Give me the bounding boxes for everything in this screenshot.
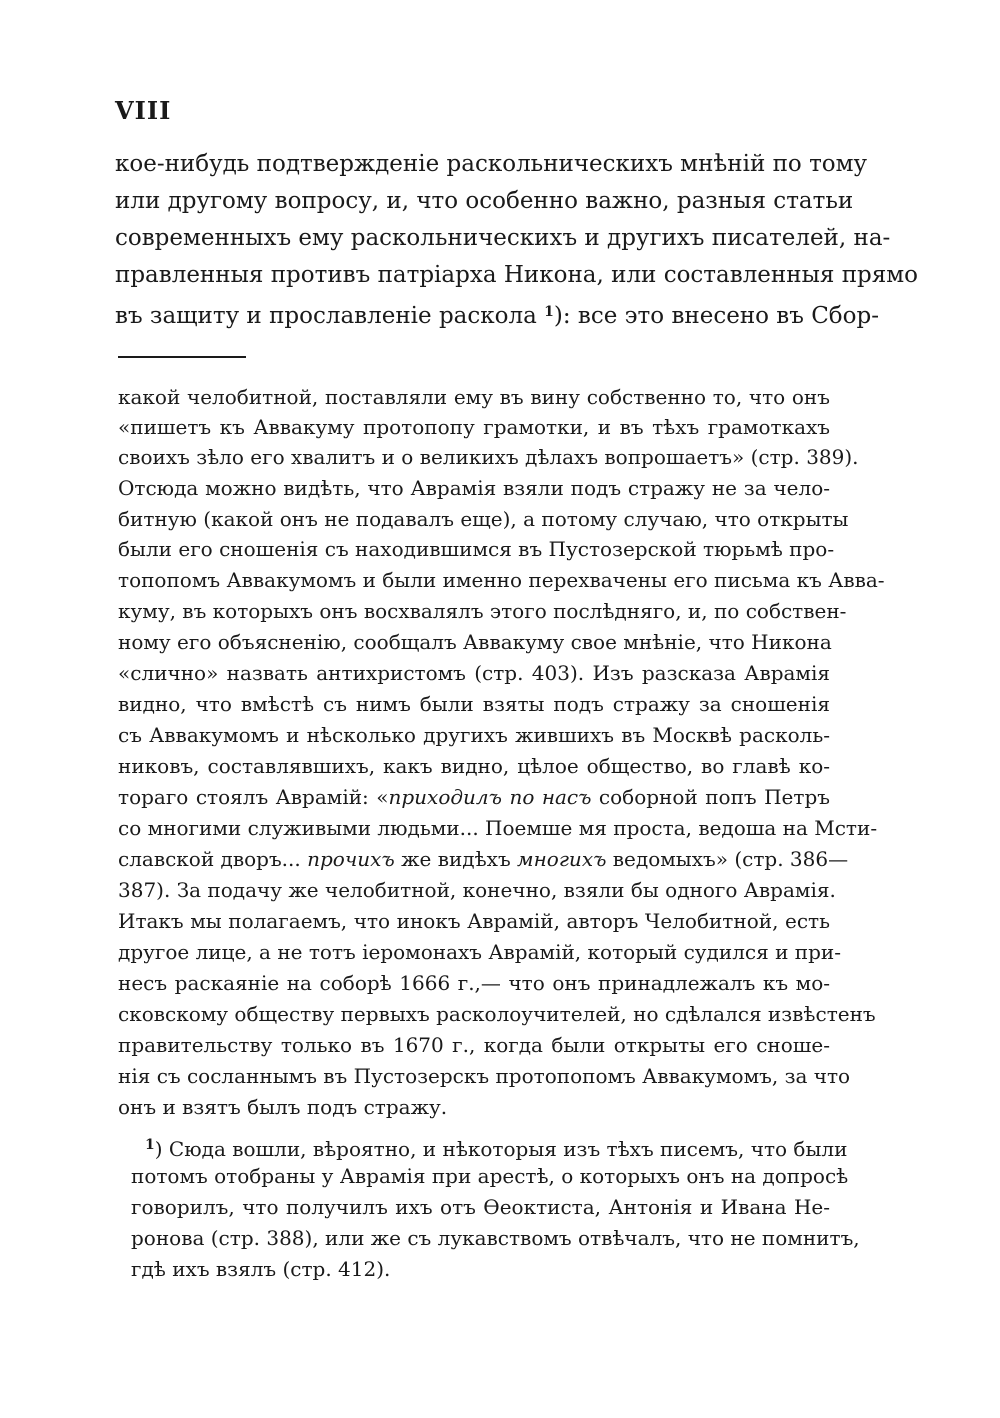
footnote-line: сковскому обществу первыхъ расколоучителей, но сдѣлался извѣстенъ	[118, 1002, 876, 1026]
footnote-line: гдѣ ихъ взялъ (стр. 412).	[131, 1257, 391, 1281]
footnote-line: куму, въ которыхъ онъ восхвалялъ этого послѣдняго, и, по собствен-	[118, 599, 847, 623]
text-line: въ защиту и прославленіе раскола $^1$): все это внесено въ Сбор-	[115, 303, 879, 329]
footnote-line: Итакъ мы полагаемъ, что инокъ Аврамій, авторъ Челобитной, есть	[118, 909, 830, 933]
footnote-line: потомъ отобраны у Аврамія при арестѣ, о которыхъ онъ на допросѣ	[131, 1164, 849, 1188]
footnote-line: топопомъ Аввакумомъ и были именно перехвачены его письма къ Авва-	[118, 568, 885, 592]
text-line: кое-нибудь подтвержденіе раскольническихъ мнѣній по тому	[115, 151, 868, 177]
footnote-line: 387). За подачу же челобитной, конечно, взяли бы одного Аврамія.	[118, 878, 836, 902]
footnote-reference: 1	[544, 304, 554, 320]
footnote-line: правительству только въ 1670 г., когда были открыты его сноше-	[118, 1033, 830, 1057]
footnote-separator	[118, 356, 246, 358]
text-line: или другому вопросу, и, что особенно важно, разныя статьи	[115, 188, 854, 214]
footnote-line: несъ раскаяніе на соборѣ 1666 г.,— что онъ принадлежалъ къ мо-	[118, 971, 830, 995]
footnote-line: были его сношенія съ находившимся въ Пустозерской тюрьмѣ про-	[118, 537, 835, 561]
page-number: VIII	[115, 96, 172, 125]
footnote-line: славской дворъ... прочихъ же видѣхъ многихъ ведомыхъ» (стр. 386—	[118, 847, 849, 871]
footnote-line: ронова (стр. 388), или же съ лукавствомъ отвѣчалъ, что не помнитъ,	[131, 1226, 860, 1250]
footnote-line: говорилъ, что получилъ ихъ отъ Ѳеоктиста, Антонія и Ивана Не-	[131, 1195, 830, 1219]
footnote-line: онъ и взятъ былъ подъ стражу.	[118, 1095, 448, 1119]
footnote-line: тораго стоялъ Аврамій: «приходилъ по насъ соборной попъ Петръ	[118, 785, 830, 809]
footnote-line: со многими служивыми людьми... Поемше мя проста, ведоша на Мсти-	[118, 816, 878, 840]
footnote-line: битную (какой онъ не подавалъ еще), а потому случаю, что открыты	[118, 507, 849, 531]
footnote-line: Отсюда можно видѣть, что Аврамія взяли подъ стражу не за чело-	[118, 476, 830, 500]
text-line: правленныя противъ патріарха Никона, или составленныя прямо	[115, 262, 919, 288]
footnote-line: никовъ, составлявшихъ, какъ видно, цѣлое общество, во главѣ ко-	[118, 754, 830, 778]
footnote-line: видно, что вмѣстѣ съ нимъ были взяты подъ стражу за сношенія	[118, 692, 830, 716]
footnote-line: «слично» назвать антихристомъ (стр. 403). Изъ разсказа Аврамія	[118, 661, 830, 685]
footnote-line: «пишетъ къ Аввакуму протопопу грамотки, и въ тѣхъ грамоткахъ	[118, 415, 830, 439]
footnote-marker: 1	[145, 1137, 155, 1153]
footnote-line: какой челобитной, поставляли ему въ вину собственно то, что онъ	[118, 385, 830, 409]
footnote-line: своихъ зѣло его хвалитъ и о великихъ дѣлахъ вопрошаетъ» (стр. 389).	[118, 445, 859, 469]
text-line: современныхъ ему раскольническихъ и другихъ писателей, на-	[115, 225, 891, 251]
footnote-line: $^1$) Сюда вошли, вѣроятно, и нѣкоторыя изъ тѣхъ писемъ, что были	[145, 1137, 848, 1161]
footnote-line: другое лице, а не тотъ іеромонахъ Аврамій, который судился и при-	[118, 940, 841, 964]
footnote-line: ному его объясненію, сообщалъ Аввакуму свое мнѣніе, что Никона	[118, 630, 832, 654]
footnote-line: съ Аввакумомъ и нѣсколько другихъ жившихъ въ Москвѣ расколь-	[118, 723, 830, 747]
footnote-line: нія съ сосланнымъ въ Пустозерскъ протопопомъ Аввакумомъ, за что	[118, 1064, 851, 1088]
